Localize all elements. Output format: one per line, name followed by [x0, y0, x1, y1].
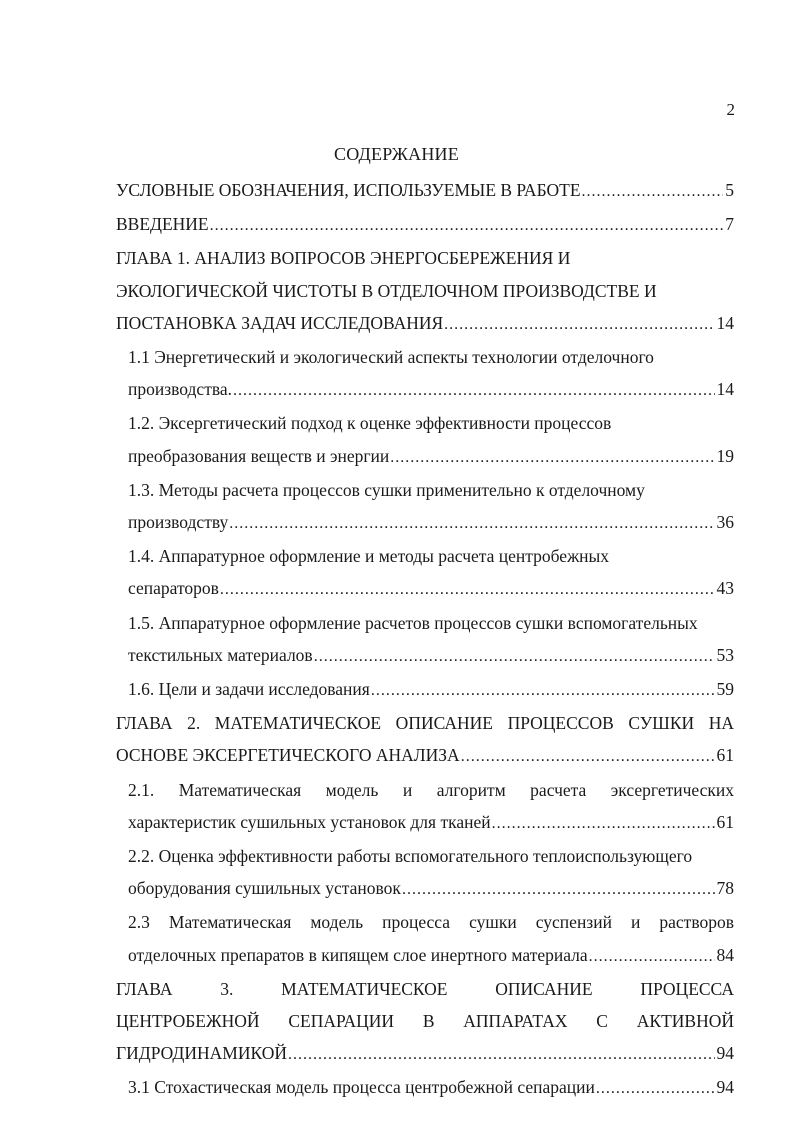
- leader-dots: [288, 1039, 715, 1071]
- toc-entry: [128, 906, 734, 972]
- toc-entry: [116, 973, 734, 1072]
- toc-entry-line: 3.1 Стохастическая модель процесса центробежной сепарации: [128, 1077, 595, 1098]
- toc-entry-page: 14: [716, 312, 734, 333]
- toc-entry-page: 5: [725, 180, 734, 200]
- toc-entry: [128, 607, 734, 673]
- toc-entry: [128, 1071, 734, 1105]
- toc-entry-page: 61: [716, 811, 734, 832]
- leader-dots: [210, 210, 724, 242]
- toc-entry-page: 36: [716, 512, 734, 533]
- toc-entry-line: ЭКОЛОГИЧЕСКОЙ ЧИСТОТЫ В ОТДЕЛОЧНОМ ПРОИЗВОДСТВЕ И: [116, 280, 657, 301]
- toc-entry-line: 2.3 Математическая модель процесса сушки суспензий и растворов: [128, 912, 734, 933]
- toc-entry-page: 43: [716, 578, 734, 599]
- toc-entry-line: 1.3. Методы расчета процессов сушки применительно к отделочному: [128, 479, 645, 500]
- toc-entry-line: ПОСТАНОВКА ЗАДАЧ ИССЛЕДОВАНИЯ: [116, 312, 444, 333]
- toc-entry-line: текстильных материалов: [128, 644, 313, 665]
- table-of-contents: [116, 174, 734, 1106]
- toc-entry: [116, 174, 734, 208]
- toc-entry-line: оборудования сушильных установок: [128, 878, 401, 899]
- toc-entry-line: 2.1. Математическая модель и алгоритм расчета эксергетических: [128, 779, 734, 800]
- toc-entry: [128, 840, 734, 906]
- leader-dots: [220, 574, 715, 606]
- page-title: СОДЕРЖАНИЕ: [334, 144, 459, 164]
- leader-dots: [582, 176, 724, 208]
- toc-entry-page: 94: [716, 1077, 734, 1098]
- toc-entry-line: ГЛАВА 3. МАТЕМАТИЧЕСКОЕ ОПИСАНИЕ ПРОЦЕССА: [116, 978, 734, 999]
- leader-dots: [371, 675, 715, 707]
- toc-entry-line: ЦЕНТРОБЕЖНОЙ СЕПАРАЦИИ В АППАРАТАХ С АКТИВНОЙ: [116, 1011, 734, 1032]
- toc-entry-line: ГЛАВА 2. МАТЕМАТИЧЕСКОЕ ОПИСАНИЕ ПРОЦЕССОВ СУШКИ НА: [116, 713, 734, 734]
- leader-dots: [444, 309, 714, 341]
- toc-entry-page: 94: [716, 1043, 734, 1064]
- toc-entry: [116, 208, 734, 242]
- toc-entry: [128, 474, 734, 540]
- toc-entry-page: 53: [716, 644, 734, 665]
- leader-dots: [229, 508, 714, 540]
- leader-dots: [589, 941, 715, 973]
- toc-entry-page: 7: [725, 214, 734, 235]
- toc-entry-page: 78: [716, 878, 734, 899]
- leader-dots: [402, 874, 715, 906]
- toc-entry-line: ГИДРОДИНАМИКОЙ: [116, 1043, 287, 1064]
- leader-dots: [596, 1073, 715, 1105]
- toc-entry-page: 84: [716, 944, 734, 965]
- toc-entry-line: сепараторов: [128, 578, 219, 599]
- leader-dots: [314, 641, 715, 673]
- toc-entry-page: 59: [716, 679, 734, 700]
- leader-dots: [390, 442, 714, 474]
- toc-entry-line: 1.5. Аппаратурное оформление расчетов процессов сушки вспомогательных: [128, 612, 698, 633]
- toc-entry-line: характеристик сушильных установок для тканей: [128, 811, 491, 832]
- toc-entry-page: 19: [716, 445, 734, 466]
- toc-entry-page: 61: [716, 745, 734, 766]
- toc-entry: [128, 774, 734, 840]
- toc-entry-page: 14: [716, 379, 734, 400]
- toc-entry-line: ОСНОВЕ ЭКСЕРГЕТИЧЕСКОГО АНАЛИЗА: [116, 745, 460, 766]
- toc-entry-line: ВВЕДЕНИЕ: [116, 214, 209, 235]
- toc-entry-line: 1.1 Энергетический и экологический аспекты технологии отделочного: [128, 347, 654, 368]
- leader-dots: [492, 808, 715, 840]
- toc-entry-line: ГЛАВА 1. АНАЛИЗ ВОПРОСОВ ЭНЕРГОСБЕРЕЖЕНИЯ И: [116, 248, 571, 269]
- toc-entry-line: 1.4. Аппаратурное оформление и методы расчета центробежных: [128, 546, 610, 567]
- toc-entry: [128, 407, 734, 473]
- toc-entry-line: 2.2. Оценка эффективности работы вспомогательного теплоиспользующего: [128, 846, 693, 867]
- toc-entry: [128, 540, 734, 606]
- leader-dots: [233, 375, 714, 407]
- page-number: 2: [726, 100, 735, 119]
- toc-entry-line: преобразования веществ и энергии: [128, 445, 390, 466]
- toc-entry-line: производства.: [128, 379, 233, 400]
- toc-entry: [128, 673, 734, 707]
- leader-dots: [461, 741, 715, 773]
- toc-entry: [116, 242, 734, 341]
- toc-entry-line: УСЛОВНЫЕ ОБОЗНАЧЕНИЯ, ИСПОЛЬЗУЕМЫЕ В РАБОТЕ: [116, 180, 581, 200]
- toc-entry: [128, 341, 734, 407]
- toc-entry: [116, 707, 734, 773]
- toc-entry-line: 1.2. Эксергетический подход к оценке эффективности процессов: [128, 413, 612, 434]
- toc-entry-line: отделочных препаратов в кипящем слое инертного материала: [128, 944, 588, 965]
- toc-entry-line: производству: [128, 512, 229, 533]
- toc-entry-line: 1.6. Цели и задачи исследования: [128, 679, 370, 700]
